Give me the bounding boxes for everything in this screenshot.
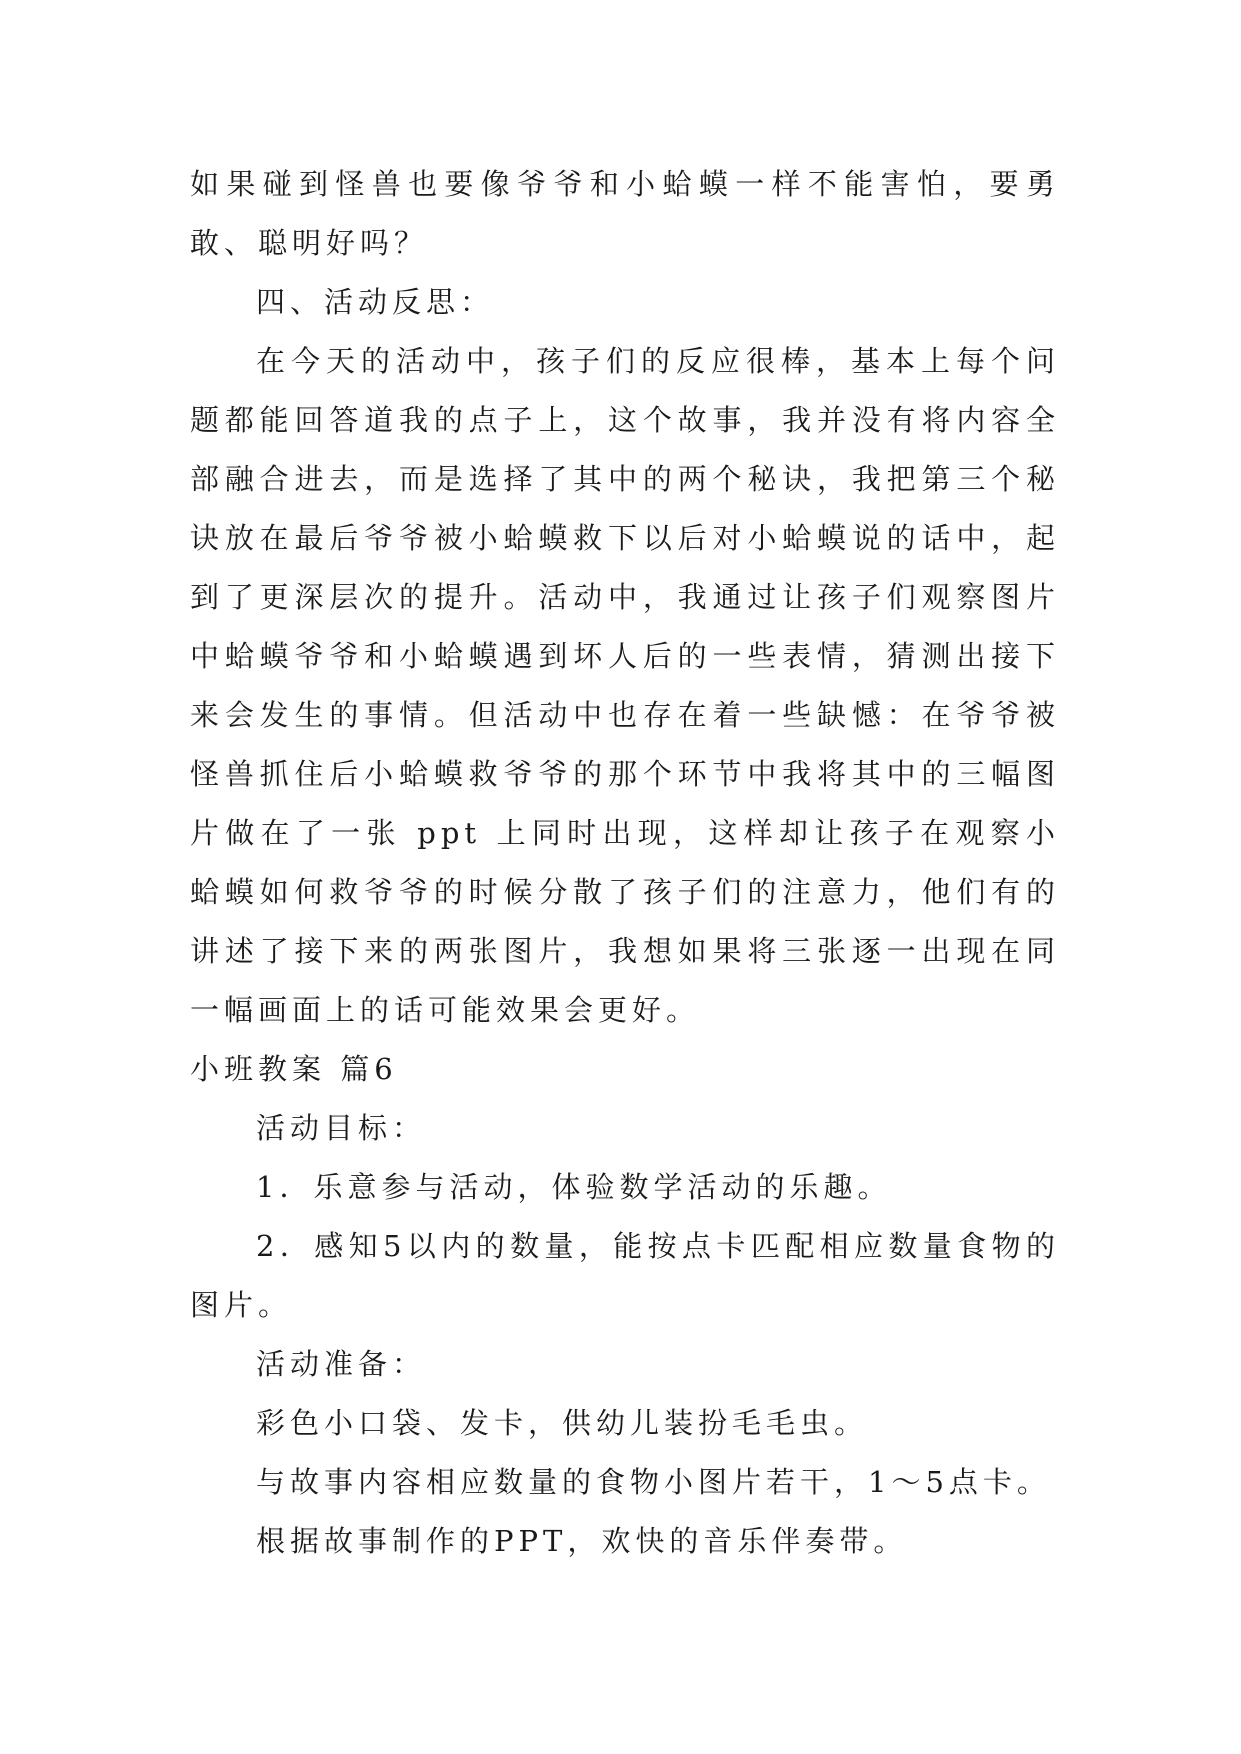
heading-activity-reflection: 四、活动反思： [256,285,495,319]
goal-item-2: 2．感知5以内的数量，能按点卡匹配相应数量食物的图片。 [190,1229,1060,1322]
heading-activity-goals: 活动目标： [256,1111,427,1145]
section-title: 小班教案 篇6 [190,1052,398,1086]
preparation-item-3: 根据故事制作的PPT，欢快的音乐伴奏带。 [256,1524,908,1558]
paragraph-reflection-body: 在今天的活动中，孩子们的反应很棒，基本上每个问题都能回答道我的点子上，这个故事，我并没有将内容全部融合进去，而是选择了其中的两个秘诀，我把第三个秘诀放在最后爷爷被小蛤蟆救下以后对小蛤蟆说的话中，起到了更深层次的提升。活动中，我通过让孩子们观察图片中蛤蟆爷爷和小蛤蟆遇到坏人后的一些表情，猜测出接下来会发生的事情。但活动中也存在着一些缺憾：在爷爷被 怪兽抓住后小蛤蟆救爷爷的那个环节中我将其中的三幅图片做在了一张 ppt 上同时出现，这样却让孩子在观察小蛤蟆如何救爷爷的时候分散了孩子们的注意力，他们有的讲述了接下来的两张图片，我想如果将三张逐一出现在同一幅画面上的话可能效果会更好。 [190,344,1060,1027]
document-body [190,155,1060,1571]
preparation-item-2: 与故事内容相应数量的食物小图片若干，1～5点卡。 [256,1465,1051,1499]
heading-activity-preparation: 活动准备： [256,1347,427,1381]
goal-item-1: 1．乐意参与活动，体验数学活动的乐趣。 [256,1170,892,1204]
paragraph-story-ending: 如果碰到怪兽也要像爷爷和小蛤蟆一样不能害怕，要勇敢、聪明好吗？ [190,167,1060,260]
preparation-item-1: 彩色小口袋、发卡，供幼儿装扮毛毛虫。 [256,1406,869,1440]
